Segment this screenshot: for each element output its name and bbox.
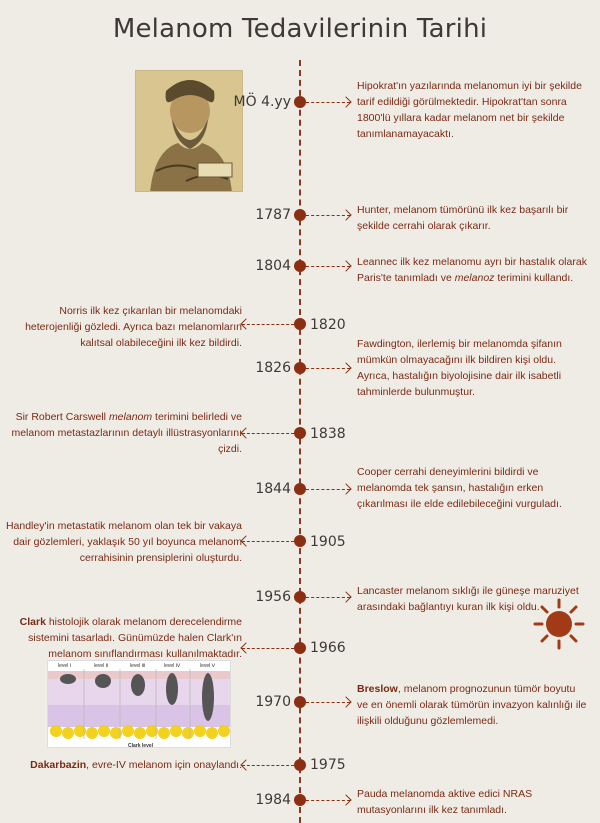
timeline-dot <box>294 642 306 654</box>
event-description: Leannec ilk kez melanomu ayrı bir hastalık olarak Paris'te tanımladı ve melanoz terimini kullandı. <box>357 256 587 284</box>
connector-arrow <box>242 765 294 766</box>
connector-arrow <box>242 648 294 649</box>
connector-arrow <box>306 702 350 703</box>
timeline-dot <box>294 483 306 495</box>
clark-level-2-label: level Ⅱ <box>94 663 109 669</box>
event-year: 1966 <box>310 640 346 656</box>
event-year: 1970 <box>255 694 291 710</box>
event-description: Cooper cerrahi deneyimlerini bildirdi ve melanomda tek şansın, hastalığın erken çıkarılması ile elde edilebileceğini vurguladı. <box>357 466 562 510</box>
connector-arrow <box>306 800 350 801</box>
event-year: 1787 <box>255 207 291 223</box>
connector-arrow <box>306 597 350 598</box>
event-description: Dakarbazin, evre-IV melanom için onaylandı. <box>30 759 242 771</box>
event-year: 1984 <box>255 792 291 808</box>
event-description: Hipokrat'ın yazılarında melanomun iyi bir şekilde tarif edildiği görülmektedir. Hipokrat'tan sonra 1800'lü yıllara kadar melanom net bir şekilde tanımlanamayacaktı. <box>357 80 582 140</box>
timeline-dot <box>294 759 306 771</box>
event-description: Hunter, melanom tümörünü ilk kez başarılı bir şekilde cerrahi olarak çıkarır. <box>357 204 569 232</box>
timeline-spine <box>299 60 301 823</box>
event-year: 1956 <box>255 589 291 605</box>
event-description: Pauda melanomda aktive edici NRAS mutasyonlarını ilk kez tanımladı. <box>357 788 533 816</box>
event-year: 1905 <box>310 534 346 550</box>
timeline-dot <box>294 318 306 330</box>
event-description: Lancaster melanom sıklığı ile güneşe maruziyet arasındaki bağlantıyı kuran ilk kişi oldu. <box>357 585 579 613</box>
clark-level-4-label: level Ⅳ <box>164 663 181 669</box>
connector-arrow <box>306 489 350 490</box>
event-description: Sir Robert Carswell melanom terimini belirledi ve melanom metastazlarının detaylı illüstrasyonlarını çizdi. <box>11 411 242 455</box>
clark-level-1-label: level Ⅰ <box>58 663 72 669</box>
event-year: 1820 <box>310 317 346 333</box>
timeline-dot <box>294 794 306 806</box>
clark-figure-caption: Clark level <box>128 743 154 748</box>
timeline-dot <box>294 591 306 603</box>
connector-arrow <box>306 102 350 103</box>
event-description: Fawdington, ilerlemiş bir melanomda şifanın mümkün olmayacağını ilk bildiren kişi oldu. Ayrıca, hastalığın biyolojisine dair ilk isabetli tahminlerde bulunmuştur. <box>357 338 562 398</box>
page-title: Melanom Tedavilerinin Tarihi <box>112 14 488 44</box>
connector-arrow <box>306 215 350 216</box>
timeline-dot <box>294 427 306 439</box>
event-year: 1838 <box>310 426 346 442</box>
event-year: 1975 <box>310 757 346 773</box>
connector-arrow <box>242 433 294 434</box>
event-year: MÖ 4.yy <box>233 94 291 110</box>
timeline-dot <box>294 96 306 108</box>
event-description: Breslow, melanom prognozunun tümör boyutu ve en önemli olarak tümörün invazyon kalınlığı ile ilişkili olduğunu gözlemlemedi. <box>357 683 587 727</box>
event-year: 1804 <box>255 258 291 274</box>
clark-level-3-label: level Ⅲ <box>130 663 146 669</box>
event-description: Handley'in metastatik melanom olan tek bir vakaya dair gözlemleri, yaklaşık 50 yıl boyunca melanom cerrahisinin prensiplerini oluşturdu. <box>5 520 242 564</box>
event-description: Norris ilk kez çıkarılan bir melanomdaki heterojenliği gözledi. Ayrıca bazı melanomların kalıtsal olabileceğini ilk kez bildirdi. <box>25 305 242 349</box>
timeline-dot <box>294 209 306 221</box>
hippocrates-portrait <box>135 70 243 192</box>
event-year: 1844 <box>255 481 291 497</box>
clark-level-5-label: level Ⅴ <box>200 663 216 669</box>
clark-level-figure <box>47 660 231 748</box>
connector-arrow <box>306 266 350 267</box>
connector-arrow <box>242 324 294 325</box>
connector-arrow <box>306 368 350 369</box>
timeline-dot <box>294 696 306 708</box>
timeline-dot <box>294 362 306 374</box>
connector-arrow <box>242 541 294 542</box>
timeline-dot <box>294 260 306 272</box>
event-description: Clark histolojik olarak melanom derecelendirme sistemini tasarladı. Günümüzde halen Clark'ın melanom sınıflandırması kullanılmaktadır. <box>19 616 242 660</box>
timeline-dot <box>294 535 306 547</box>
event-year: 1826 <box>255 360 291 376</box>
